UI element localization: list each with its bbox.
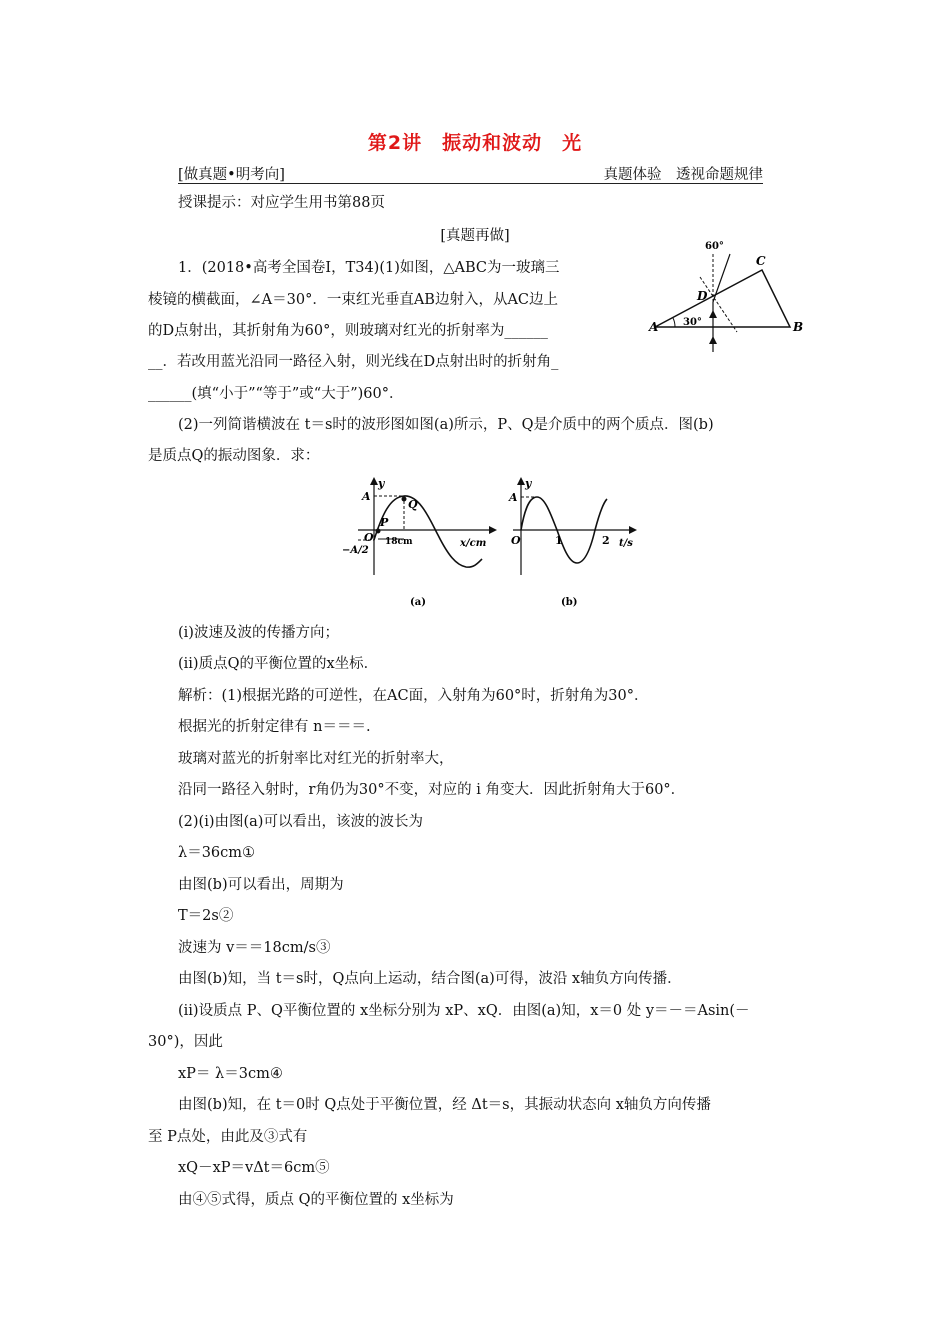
wave-label-p: P	[380, 516, 389, 529]
solution-line-1: 解析：(1)根据光路的可逆性，在AC面，入射角为60°时，折射角为30°．	[178, 688, 649, 704]
solution-line-2: 根据光的折射定律有 n＝＝＝.	[178, 719, 371, 735]
question-i: (ⅰ)波速及波的传播方向；	[178, 625, 339, 641]
solution-line-11: (ⅱ)设质点 P、Q平衡位置的 x坐标分别为 xP、xQ．由图(a)知，x＝0 处 y＝－＝Asin(－	[178, 1003, 750, 1019]
wave-curve	[374, 496, 482, 567]
label-b: B	[793, 320, 804, 334]
section-heading: [真题再做]	[440, 228, 510, 244]
vib-label-t1: 1	[555, 534, 563, 547]
vib-label-t2: 2	[602, 534, 610, 547]
vib-t-arrow	[629, 526, 637, 534]
wave-label-q: Q	[408, 498, 418, 511]
solution-line-12: 30°)，因此	[148, 1034, 223, 1050]
wave-figure-a	[338, 475, 503, 614]
solution-line-5: (2)(ⅰ)由图(a)可以看出，该波的波长为	[178, 814, 423, 830]
label-angle-60: 60°	[705, 241, 724, 252]
problem-line-6: (2)一列简谐横波在 t＝s时的波形图如图(a)所示，P、Q是介质中的两个质点．图(b)	[178, 417, 714, 433]
wave-label-a: A	[362, 490, 371, 503]
vib-y-arrow	[517, 477, 525, 485]
solution-line-8: T＝2s②	[178, 908, 234, 924]
solution-line-7: 由图(b)可以看出，周期为	[178, 877, 344, 893]
ray-arrow-2	[709, 310, 717, 318]
label-angle-30: 30°	[683, 317, 702, 328]
solution-line-17: 由④⑤式得，质点 Q的平衡位置的 x坐标为	[178, 1192, 454, 1208]
problem-line-5: ______(填“小于”“等于”或“大于”)60°．	[148, 386, 404, 402]
wave-label-span: 18cm	[385, 537, 413, 547]
vib-caption: (b)	[561, 597, 578, 608]
prism-figure	[645, 232, 805, 361]
banner-left-label: [做真题•明考向]	[178, 167, 285, 183]
label-a: A	[649, 320, 659, 334]
question-ii: (ⅱ)质点Q的平衡位置的x坐标．	[178, 656, 379, 672]
wave-x-arrow	[489, 526, 497, 534]
vib-label-a: A	[509, 491, 518, 504]
point-q	[402, 497, 407, 502]
vib-label-taxis: t/s	[619, 538, 633, 549]
problem-line-1: 1．(2018•高考全国卷Ⅰ，T34)(1)如图，△ABC为一玻璃三	[178, 260, 560, 276]
wave-label-o: O	[364, 531, 374, 544]
problem-line-4: __．若改用蓝光沿同一路径入射，则光线在D点射出时的折射角_	[148, 354, 559, 370]
teaching-tip: 授课提示：对应学生用书第88页	[178, 195, 385, 211]
wave-y-arrow	[370, 477, 378, 485]
solution-line-4: 沿同一路径入射时，r角仍为30°不变，对应的 i 角变大．因此折射角大于60°．	[178, 782, 686, 798]
problem-line-2: 棱镜的横截面，∠A＝30°．一束红光垂直AB边射入，从AC边上	[148, 292, 559, 308]
solution-line-6: λ＝36cm①	[178, 845, 256, 861]
wave-label-neg-half-a: −A/2	[342, 545, 369, 556]
wave-caption: (a)	[410, 597, 426, 608]
label-c: C	[756, 254, 766, 268]
solution-line-16: xQ－xP＝vΔt＝6cm⑤	[178, 1160, 330, 1176]
problem-line-3: 的D点射出，其折射角为60°，则玻璃对红光的折射率为______	[148, 323, 548, 339]
vibration-figure-b	[505, 475, 650, 614]
wave-label-xaxis: x/cm	[460, 538, 487, 549]
ray-arrow-1	[709, 336, 717, 344]
problem-line-7: 是质点Q的振动图象．求：	[148, 448, 320, 464]
section-banner	[178, 163, 763, 184]
banner-right-label: 真题体验 透视命题规律	[603, 167, 763, 183]
solution-line-14: 由图(b)知，在 t＝0时 Q点处于平衡位置，经 Δt＝s，其振动状态向 x轴负方向传播	[178, 1097, 711, 1113]
label-d: D	[697, 289, 708, 303]
solution-line-10: 由图(b)知，当 t＝s时，Q点向上运动，结合图(a)可得，波沿 x轴负方向传播．	[178, 971, 682, 987]
solution-line-13: xP＝ λ＝3cm④	[178, 1066, 283, 1082]
angle-a-arc	[673, 318, 675, 327]
wave-label-y: y	[378, 477, 385, 490]
vib-label-y: y	[525, 477, 532, 490]
solution-line-3: 玻璃对蓝光的折射率比对红光的折射率大，	[178, 751, 454, 767]
solution-line-9: 波速为 v＝＝18cm/s③	[178, 940, 331, 956]
point-p	[376, 529, 381, 534]
lesson-title: 第2讲 振动和波动 光	[367, 132, 583, 154]
prism-triangle	[655, 270, 790, 327]
refracted-ray	[713, 254, 730, 302]
solution-line-15: 至 P点处，由此及③式有	[148, 1129, 308, 1145]
vib-label-o: O	[511, 534, 521, 547]
